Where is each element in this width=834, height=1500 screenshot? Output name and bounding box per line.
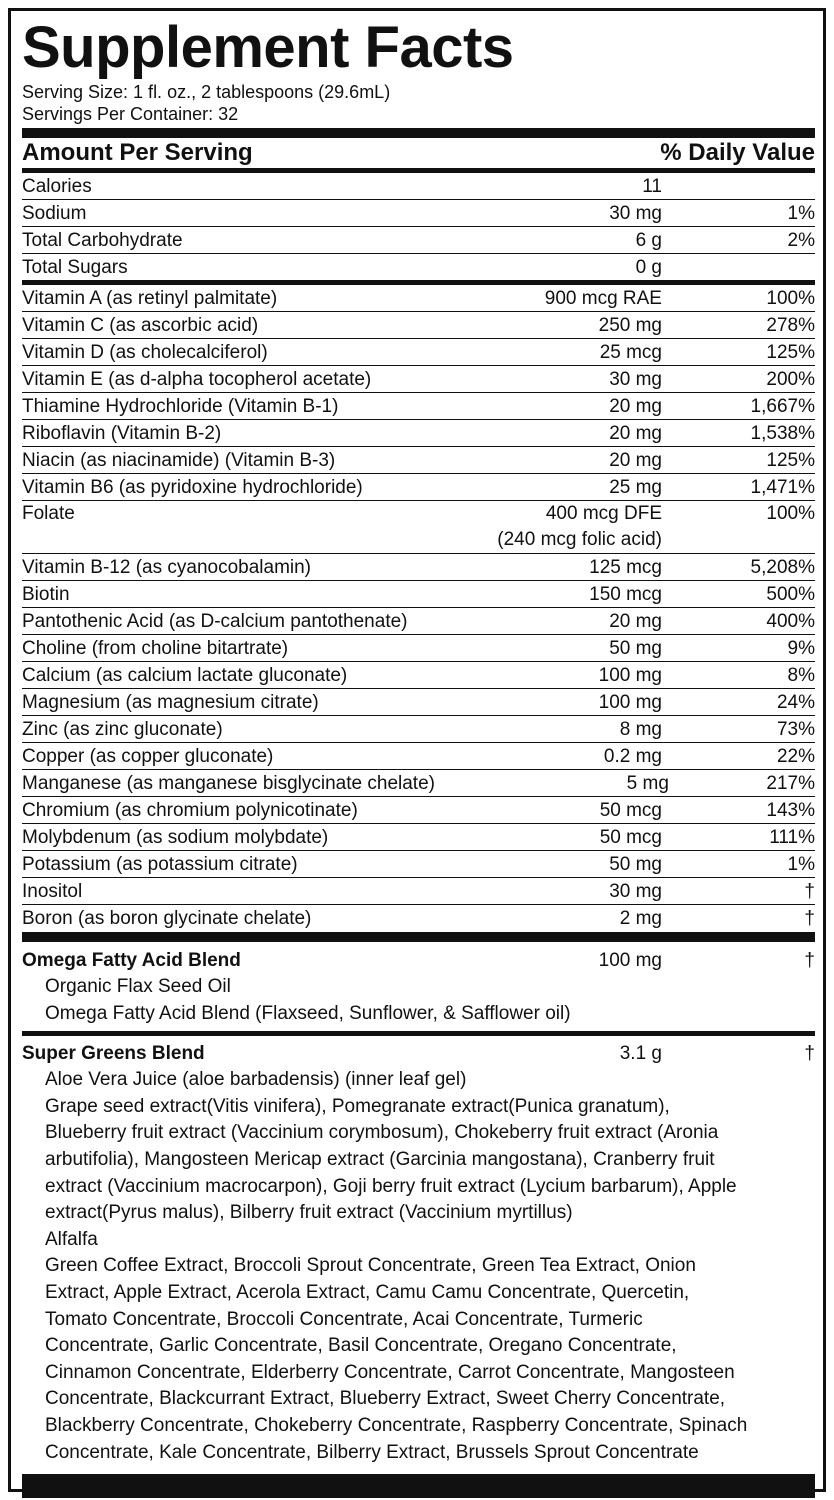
- nutrient-dv: †: [804, 881, 815, 902]
- nutrient-name: Vitamin E (as d-alpha tocopherol acetate): [22, 369, 372, 390]
- nutrient-name: Copper (as copper gluconate): [22, 746, 274, 767]
- omega-blend: [22, 942, 815, 1031]
- nutrient-dv: 125%: [766, 342, 815, 363]
- vitamins-list-b: [22, 554, 815, 931]
- nutrient-row: [22, 689, 815, 715]
- omega-blend-items: [22, 974, 815, 1027]
- nutrient-name: Vitamin C (as ascorbic acid): [22, 315, 259, 336]
- nutrient-amount: 6 g: [635, 230, 662, 251]
- nutrient-name: Magnesium (as magnesium citrate): [22, 692, 319, 713]
- blend-ingredient-line: extract (Vaccinium macrocarpon), Goji berry fruit extract (Lycium barbarum), Apple: [45, 1175, 737, 1197]
- nutrient-amount: 50 mcg: [599, 800, 662, 821]
- blend-ingredient-line: Extract, Apple Extract, Acerola Extract, Camu Camu Concentrate, Quercetin,: [45, 1281, 690, 1303]
- blend-ingredient-line: arbutifolia), Mangosteen Mericap extract (Garcinia mangostana), Cranberry fruit: [45, 1148, 715, 1170]
- greens-blend-header: [22, 1041, 815, 1067]
- nutrient-row: [22, 662, 815, 688]
- nutrient-row: [22, 474, 815, 500]
- divider-thick: [22, 932, 815, 942]
- omega-blend-header: [22, 948, 815, 974]
- blend-ingredient-line: Blackberry Concentrate, Chokeberry Concentrate, Raspberry Concentrate, Spinach: [45, 1414, 748, 1436]
- nutrient-amount: 20 mg: [609, 611, 662, 632]
- nutrient-row: [22, 420, 815, 446]
- nutrient-amount: [417, 501, 662, 553]
- nutrient-row: [22, 554, 815, 580]
- nutrient-name: Biotin: [22, 584, 70, 605]
- vitamins-list-a: [22, 285, 815, 501]
- nutrient-name: Pantothenic Acid (as D-calcium pantothenate): [22, 611, 408, 632]
- nutrient-dv: 100%: [766, 503, 815, 524]
- nutrient-dv: †: [804, 908, 815, 929]
- nutrient-row: [22, 635, 815, 661]
- nutrient-name: Vitamin B6 (as pyridoxine hydrochloride): [22, 477, 363, 498]
- blend-ingredient-line: Concentrate, Kale Concentrate, Bilberry Extract, Brussels Sprout Concentrate: [45, 1441, 699, 1463]
- nutrient-amount: 250 mg: [598, 315, 662, 336]
- blend-ingredient-line: Green Coffee Extract, Broccoli Sprout Concentrate, Green Tea Extract, Onion: [45, 1255, 696, 1277]
- basic-nutrients: [22, 173, 815, 280]
- nutrient-name: Sodium: [22, 203, 87, 224]
- nutrient-amount: 50 mg: [609, 638, 662, 659]
- nutrient-name: Chromium (as chromium polynicotinate): [22, 800, 358, 821]
- nutrient-dv: 8%: [787, 665, 815, 686]
- nutrient-row: [22, 743, 815, 769]
- nutrient-name: Manganese (as manganese bisglycinate chelate): [22, 773, 435, 794]
- nutrient-dv: 1,471%: [750, 477, 815, 498]
- nutrient-name: Choline (from choline bitartrate): [22, 638, 289, 659]
- nutrient-row: [22, 227, 815, 253]
- amount-per-serving-label: Amount Per Serving: [22, 139, 253, 166]
- greens-blend: [22, 1036, 815, 1466]
- nutrient-amount: 8 mg: [619, 719, 662, 740]
- nutrient-row: [22, 878, 815, 904]
- nutrient-dv: 143%: [766, 800, 815, 821]
- nutrient-name: Riboflavin (Vitamin B-2): [22, 423, 222, 444]
- nutrient-amount: 30 mg: [609, 369, 662, 390]
- nutrient-dv: 200%: [766, 369, 815, 390]
- blend-dv: †: [804, 1043, 815, 1065]
- blend-ingredient-line: Alfalfa: [45, 1228, 98, 1250]
- nutrient-dv: 100%: [766, 288, 815, 309]
- nutrient-amount: 50 mcg: [599, 827, 662, 848]
- nutrient-name: Thiamine Hydrochloride (Vitamin B-1): [22, 396, 339, 417]
- nutrient-amount: 900 mcg RAE: [544, 288, 662, 309]
- blend-ingredient-line: Aloe Vera Juice (aloe barbadensis) (inner leaf gel): [45, 1069, 467, 1091]
- nutrient-dv: 1%: [787, 203, 815, 224]
- divider-thick: [22, 128, 815, 138]
- nutrient-name: Molybdenum (as sodium molybdate): [22, 827, 329, 848]
- nutrient-name: Vitamin B-12 (as cyanocobalamin): [22, 557, 312, 578]
- nutrient-dv: 1%: [787, 854, 815, 875]
- nutrient-dv: 22%: [776, 746, 815, 767]
- nutrient-dv: 111%: [769, 827, 815, 848]
- nutrient-amount: 125 mcg: [589, 557, 662, 578]
- nutrient-row: [22, 173, 815, 199]
- nutrient-amount: 25 mcg: [599, 342, 662, 363]
- nutrient-name: Niacin (as niacinamide) (Vitamin B-3): [22, 450, 336, 471]
- blend-ingredient-line: Concentrate, Garlic Concentrate, Basil Concentrate, Oregano Concentrate,: [45, 1335, 677, 1357]
- nutrient-amount: 20 mg: [609, 396, 662, 417]
- nutrient-amount: 100 mg: [598, 665, 662, 686]
- nutrient-amount: 0.2 mg: [603, 746, 662, 767]
- panel-content: [22, 11, 815, 1498]
- nutrient-amount: 150 mcg: [589, 584, 662, 605]
- blend-ingredient-line: extract(Pyrus malus), Bilberry fruit extract (Vaccinium myrtillus): [45, 1202, 573, 1224]
- nutrient-amount: 30 mg: [609, 203, 662, 224]
- nutrient-row: [22, 608, 815, 634]
- nutrient-name: Boron (as boron glycinate chelate): [22, 908, 312, 929]
- blend-name: Super Greens Blend: [22, 1043, 205, 1065]
- nutrient-name: Inositol: [22, 881, 83, 902]
- nutrient-dv: 1,667%: [750, 396, 815, 417]
- nutrient-row: [22, 905, 815, 931]
- greens-blend-items: [22, 1067, 815, 1466]
- nutrient-amount: 20 mg: [609, 423, 662, 444]
- divider-bottom: [22, 1474, 815, 1498]
- serving-size: Serving Size: 1 fl. oz., 2 tablespoons (29.6mL): [22, 82, 391, 102]
- nutrient-amount: 100 mg: [598, 692, 662, 713]
- nutrient-name: Vitamin D (as cholecalciferol): [22, 342, 268, 363]
- nutrient-name: Total Carbohydrate: [22, 230, 183, 251]
- blend-amount: 3.1 g: [619, 1043, 662, 1065]
- daily-value-label: % Daily Value: [660, 139, 815, 166]
- nutrient-name: Potassium (as potassium citrate): [22, 854, 298, 875]
- nutrient-amount: 0 g: [635, 257, 662, 278]
- blend-ingredient-line: Concentrate, Blackcurrant Extract, Blueberry Extract, Sweet Cherry Concentrate,: [45, 1388, 726, 1410]
- blend-amount: 100 mg: [598, 950, 662, 971]
- nutrient-dv: 217%: [766, 773, 815, 794]
- blend-ingredient: Omega Fatty Acid Blend (Flaxseed, Sunflower, & Safflower oil): [45, 1002, 571, 1024]
- nutrient-amount: 30 mg: [609, 881, 662, 902]
- nutrient-name: Calories: [22, 176, 92, 197]
- folate-amount-folic: (240 mcg folic acid): [497, 529, 662, 550]
- nutrient-dv: 125%: [766, 450, 815, 471]
- nutrient-row: [22, 851, 815, 877]
- nutrient-name: Folate: [22, 503, 75, 524]
- nutrient-row: [22, 366, 815, 392]
- nutrient-dv: 1,538%: [750, 423, 815, 444]
- blend-ingredient-line: Cinnamon Concentrate, Elderberry Concentrate, Carrot Concentrate, Mangosteen: [45, 1361, 735, 1383]
- nutrient-row: [22, 393, 815, 419]
- nutrient-name: Vitamin A (as retinyl palmitate): [22, 288, 278, 309]
- blend-name: Omega Fatty Acid Blend: [22, 950, 241, 971]
- nutrient-dv: 24%: [776, 692, 815, 713]
- nutrient-row: [22, 339, 815, 365]
- nutrient-dv: 73%: [776, 719, 815, 740]
- nutrient-dv: 5,208%: [750, 557, 815, 578]
- nutrient-row: [22, 200, 815, 226]
- blend-ingredient-line: Grape seed extract(Vitis vinifera), Pomegranate extract(Punica granatum),: [45, 1095, 670, 1117]
- nutrient-amount: 11: [642, 176, 662, 197]
- blend-ingredient-line: Blueberry fruit extract (Vaccinium corymbosum), Chokeberry fruit extract (Aronia: [45, 1122, 719, 1144]
- nutrient-row: [22, 824, 815, 850]
- nutrient-name: Zinc (as zinc gluconate): [22, 719, 223, 740]
- nutrient-row: [22, 716, 815, 742]
- column-header: [22, 138, 815, 168]
- nutrient-row: [22, 797, 815, 823]
- nutrient-row: [22, 581, 815, 607]
- nutrient-amount: 2 mg: [619, 908, 662, 929]
- nutrient-dv: 278%: [766, 315, 815, 336]
- nutrient-dv: 9%: [787, 638, 815, 659]
- nutrient-row: [22, 312, 815, 338]
- panel-title: Supplement Facts: [22, 15, 514, 80]
- folate-row: [22, 501, 815, 553]
- blend-ingredient-line: Tomato Concentrate, Broccoli Concentrate, Acai Concentrate, Turmeric: [45, 1308, 643, 1330]
- nutrient-row: [22, 770, 815, 796]
- nutrient-amount: 20 mg: [609, 450, 662, 471]
- servings-per-container: Servings Per Container: 32: [22, 104, 239, 124]
- nutrient-amount: 25 mg: [609, 477, 662, 498]
- blend-ingredient: Organic Flax Seed Oil: [45, 976, 231, 997]
- blend-dv: †: [804, 950, 815, 971]
- nutrient-row: [22, 285, 815, 311]
- nutrient-name: Total Sugars: [22, 257, 128, 278]
- nutrient-row: [22, 447, 815, 473]
- nutrient-dv: 500%: [766, 584, 815, 605]
- nutrient-row: [22, 254, 815, 280]
- nutrient-amount: 5 mg: [626, 773, 669, 794]
- supplement-facts-panel: [8, 8, 826, 1492]
- folate-amount: 400 mcg DFE: [545, 503, 662, 524]
- nutrient-amount: 50 mg: [609, 854, 662, 875]
- nutrient-dv: 400%: [766, 611, 815, 632]
- nutrient-name: Calcium (as calcium lactate gluconate): [22, 665, 348, 686]
- nutrient-dv: 2%: [787, 230, 815, 251]
